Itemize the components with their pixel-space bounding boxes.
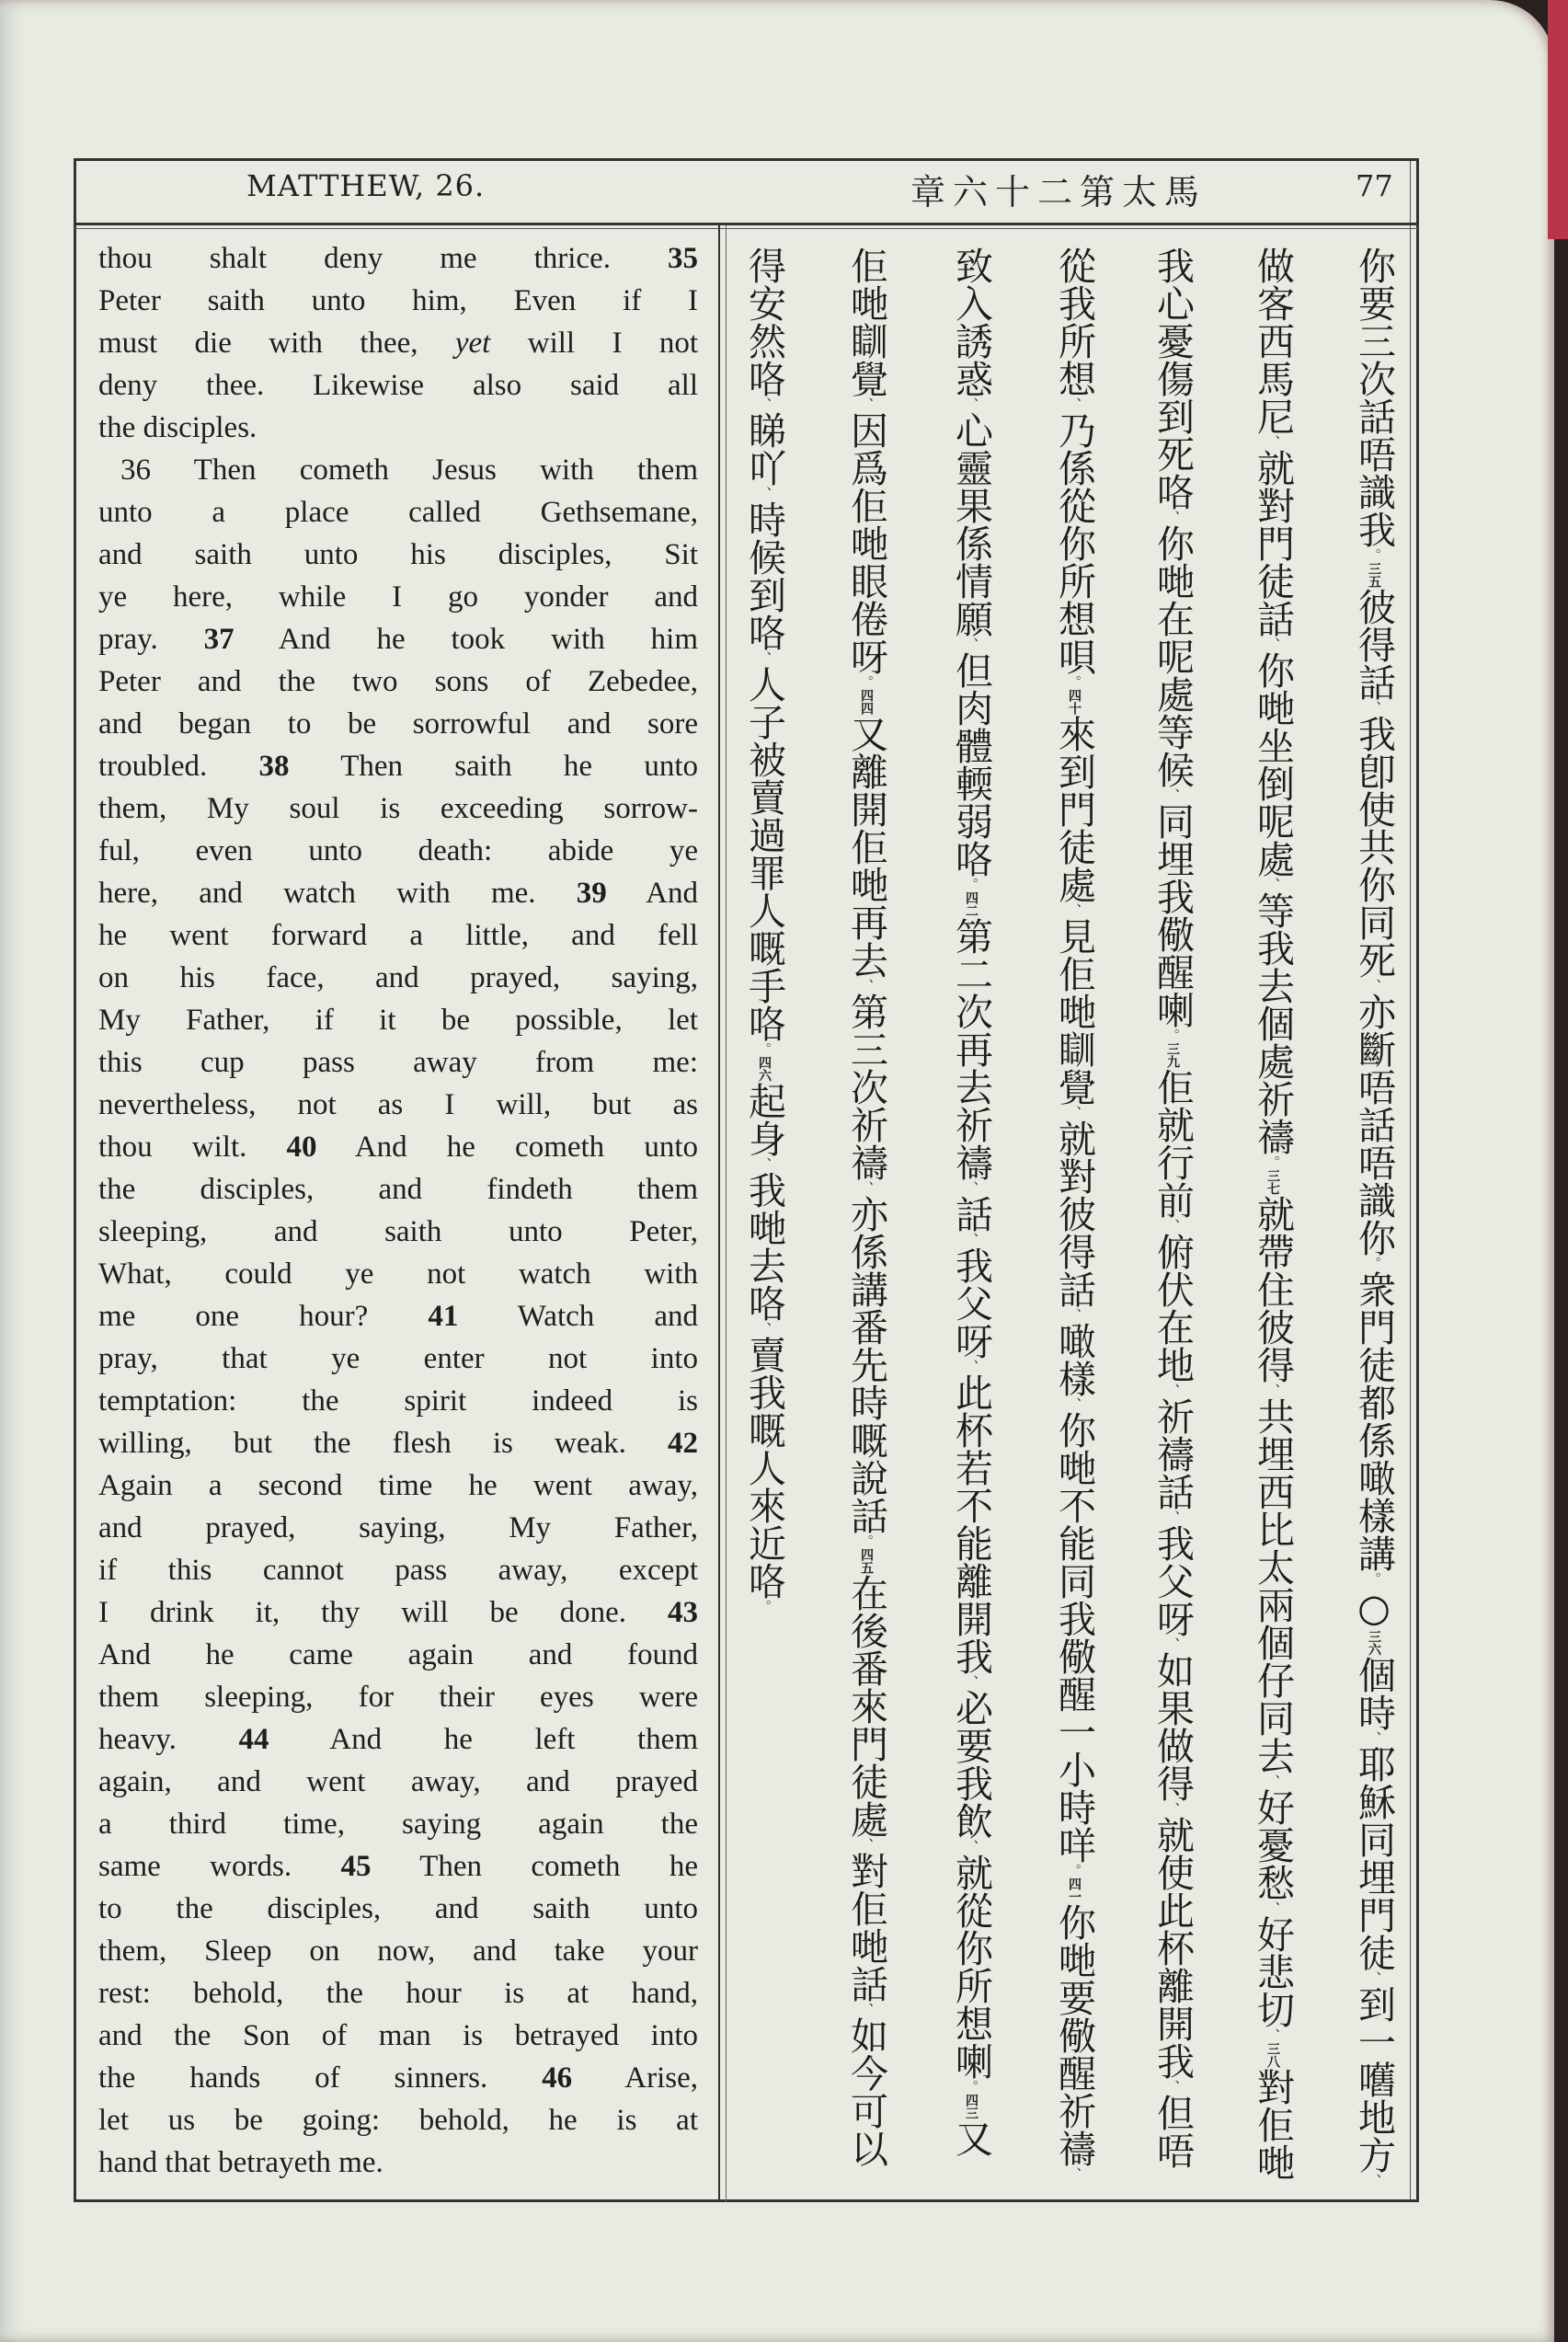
text-line: ye here, while I go yonder and	[98, 580, 698, 614]
text-line: again, and went away, and prayed	[98, 1765, 698, 1798]
text-line: and saith unto his disciples, Sit	[98, 538, 698, 571]
text-line: Peter and the two sons of Zebedee,	[98, 665, 698, 698]
verse-number: 39	[576, 877, 607, 910]
verse-number: 43	[668, 1596, 698, 1629]
text-line: troubled. 38 Then saith he unto	[98, 750, 698, 783]
chinese-column: 致入誘惑、心靈果係情願、但肉體輭弱咯。四二第二次再去祈禱、話、我父呀、此杯若不能離開我、必要我飲、就從你所想喇。四三又	[949, 247, 993, 2157]
verse-number: 45	[340, 1850, 372, 1883]
verse-number: 四十	[1067, 689, 1082, 715]
chinese-column: 得安然咯、睇吖、時候到咯、人子被賣過罪人嘅手咯。四六起身、我哋去咯、賣我嘅人來近咯。	[742, 247, 786, 1613]
text-line: let us be going: behold, he is at	[98, 2104, 698, 2137]
verse-number: 三八	[1265, 2042, 1280, 2068]
verse-number: 三五	[1367, 562, 1381, 588]
text-line: 36 Then cometh Jesus with them	[120, 453, 698, 487]
verse-number: 44	[238, 1723, 269, 1756]
text-line: here, and watch with me. 39 And	[98, 877, 698, 910]
text-line: them, My soul is exceeding sorrow-	[98, 792, 698, 825]
chinese-column: 從我所想、乃係從你所想唄。四十來到門徒處、見佢哋瞓覺、就對彼得話、噉樣、你哋不能同我儆醒一小時咩。四一你哋要儆醒祈禱、	[1052, 247, 1096, 2181]
verse-number: 38	[258, 750, 290, 783]
text-line: hand that betrayeth me.	[98, 2146, 383, 2179]
chinese-column: 做客西馬尼、就對門徒話、你哋坐倒呢處、等我去個處祈禱。三七就帶住彼得、共埋西比太兩個仔同去、好憂愁、好悲切、三八對佢哋	[1251, 247, 1295, 2181]
verse-number: 四五	[859, 1548, 874, 1574]
text-line: this cup pass away from me:	[98, 1046, 698, 1079]
text-line: thou shalt deny me thrice. 35	[98, 242, 698, 275]
verse-number: 四六	[757, 1056, 772, 1082]
page-number: 77	[1356, 168, 1393, 203]
text-line: thou wilt. 40 And he cometh unto	[98, 1131, 698, 1164]
verse-number: 40	[286, 1131, 317, 1164]
verse-number: 四三	[964, 2094, 979, 2119]
text-line: the hands of sinners. 46 Arise,	[98, 2061, 698, 2095]
chinese-column: 佢哋瞓覺、因爲佢哋眼倦呀。四四又離開佢哋再去、第三次祈禱、亦係講番先時嘅說話。四五在後番來門徒處、對佢哋話、如今可以	[844, 247, 888, 2167]
text-line: a third time, saying again the	[98, 1808, 698, 1841]
verse-number: 42	[668, 1427, 698, 1460]
verse-number: 四二	[964, 891, 979, 917]
text-line: What, could ye not watch with	[98, 1257, 698, 1291]
page-edge	[1548, 0, 1568, 239]
text-line: willing, but the flesh is weak. 42	[98, 1427, 698, 1460]
verse-number: 46	[542, 2061, 573, 2095]
verse-number: 四一	[1067, 1877, 1082, 1903]
text-line: me one hour? 41 Watch and	[98, 1300, 698, 1333]
running-head-english: MATTHEW, 26.	[246, 168, 486, 203]
text-line: Peter saith unto him, Even if I	[98, 284, 698, 317]
text-line: the disciples, and findeth them	[98, 1173, 698, 1206]
text-line: unto a place called Gethsemane,	[98, 496, 698, 529]
italic-word: yet	[454, 327, 491, 360]
text-line: must die with thee, yet will I not	[98, 327, 698, 360]
text-line: rest: behold, the hour is at hand,	[98, 1977, 698, 2010]
verse-number: 三七	[1265, 1169, 1280, 1195]
text-line: he went forward a little, and fell	[98, 919, 698, 952]
text-line: pray. 37 And he took with him	[98, 623, 698, 656]
verse-number: 37	[203, 623, 235, 656]
text-line: ful, even unto death: abide ye	[98, 834, 698, 867]
verse-number: 35	[668, 242, 698, 275]
text-line: And he came again and found	[98, 1638, 698, 1671]
text-line: them sleeping, for their eyes were	[98, 1681, 698, 1714]
text-line: same words. 45 Then cometh he	[98, 1850, 698, 1883]
text-line: on his face, and prayed, saying,	[98, 961, 698, 994]
text-line: nevertheless, not as I will, but as	[98, 1088, 698, 1121]
header-rule-inner	[74, 228, 1419, 229]
text-line: if this cannot pass away, except	[98, 1554, 698, 1587]
header-rule	[74, 223, 1419, 225]
text-line: I drink it, thy will be done. 43	[98, 1596, 698, 1629]
chinese-column: 你要三次話唔識我。三五彼得話、我卽使共你同死、亦斷唔話唔識你。衆門徒都係噉樣講。○三六個時、耶穌同埋門徒、到一嚿地方、	[1352, 247, 1396, 2187]
text-line: to the disciples, and saith unto	[98, 1892, 698, 1925]
english-text-column	[98, 237, 698, 2184]
text-line: My Father, if it be possible, let	[98, 1004, 698, 1037]
running-head-chinese: 章六十二第太馬	[910, 172, 1207, 212]
text-line: deny thee. Likewise also said all	[98, 369, 698, 402]
text-line: Again a second time he went away,	[98, 1469, 698, 1502]
text-line: heavy. 44 And he left them	[98, 1723, 698, 1756]
text-line: and the Son of man is betrayed into	[98, 2019, 698, 2052]
text-line: the disciples.	[98, 411, 258, 444]
verse-number: 四四	[859, 689, 874, 715]
text-line: sleeping, and saith unto Peter,	[98, 1215, 698, 1248]
text-line: pray, that ye enter not into	[98, 1342, 698, 1375]
verse-number: 三六	[1367, 1630, 1381, 1656]
verse-number: 三九	[1165, 1042, 1180, 1068]
text-line: and began to be sorrowful and sore	[98, 707, 698, 740]
text-line: them, Sleep on now, and take your	[98, 1934, 698, 1968]
chinese-column: 我心憂傷到死咯、你哋在呢處等候、同埋我儆醒喇。三九佢就行前、俯伏在地、祈禱話、我父呀、如果做得、就使此杯離開我、但唔	[1150, 247, 1195, 2169]
text-line: and prayed, saying, My Father,	[98, 1511, 698, 1544]
verse-number: 41	[428, 1300, 459, 1333]
text-line: temptation: the spirit indeed is	[98, 1384, 698, 1418]
